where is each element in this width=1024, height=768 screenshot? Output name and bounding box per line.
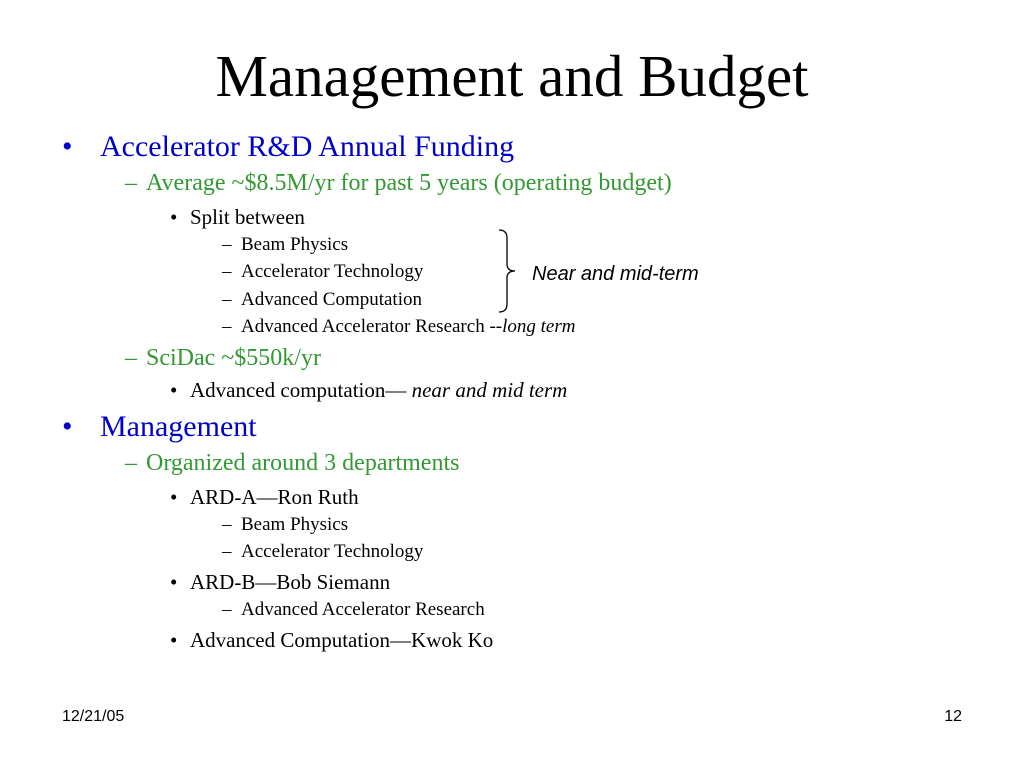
bullet-marker: • bbox=[170, 378, 178, 402]
split-between-item: Split between bbox=[190, 205, 305, 229]
ard-b-item: ARD-B—Bob Siemann bbox=[190, 570, 391, 594]
long-term-dash: -- bbox=[484, 316, 503, 337]
ard-a-beam-physics-item: Beam Physics bbox=[241, 514, 349, 535]
advanced-accelerator-research-label: Advanced Accelerator Research bbox=[241, 316, 485, 337]
accelerator-technology-item: Accelerator Technology bbox=[241, 261, 424, 282]
scidac-advanced-computation-item bbox=[190, 378, 567, 403]
bullet-marker: • bbox=[170, 570, 178, 594]
dash-marker: – bbox=[125, 345, 137, 371]
ard-b-research-item: Advanced Accelerator Research bbox=[241, 599, 485, 620]
advanced-computation-item: Advanced Computation bbox=[241, 289, 422, 310]
dash-marker: – bbox=[222, 316, 232, 337]
dash-marker: – bbox=[222, 599, 232, 620]
funding-heading: Accelerator R&D Annual Funding bbox=[100, 130, 515, 163]
dash-marker: – bbox=[222, 514, 232, 535]
long-term-label: long term bbox=[502, 316, 576, 337]
page-number: 12 bbox=[944, 708, 962, 725]
management-heading: Management bbox=[100, 410, 257, 443]
dash-marker: – bbox=[222, 289, 232, 310]
footer-date: 12/21/05 bbox=[62, 708, 125, 725]
bullet-marker: • bbox=[62, 410, 73, 443]
dash-marker: – bbox=[222, 541, 232, 562]
near-mid-term-label: near and mid term bbox=[411, 378, 568, 402]
average-funding-item: Average ~$8.5M/yr for past 5 years (operating budget) bbox=[146, 170, 672, 196]
advanced-computation-kwok-ko-item: Advanced Computation—Kwok Ko bbox=[190, 628, 494, 652]
scidac-advanced-computation-label: Advanced computation— bbox=[190, 378, 412, 402]
ard-a-item: ARD-A—Ron Ruth bbox=[190, 485, 359, 509]
dash-marker: – bbox=[222, 234, 232, 255]
curly-brace-icon bbox=[497, 228, 519, 314]
slide-title: Management and Budget bbox=[215, 43, 809, 109]
beam-physics-item: Beam Physics bbox=[241, 234, 349, 255]
advanced-accelerator-research-item bbox=[241, 316, 575, 338]
bullet-marker: • bbox=[170, 485, 178, 509]
dash-marker: – bbox=[125, 450, 137, 476]
bullet-marker: • bbox=[170, 628, 178, 652]
ard-a-accelerator-technology-item: Accelerator Technology bbox=[241, 541, 424, 562]
dash-marker: – bbox=[125, 170, 137, 196]
bullet-marker: • bbox=[62, 130, 73, 163]
scidac-item: SciDac ~$550k/yr bbox=[146, 345, 321, 371]
near-mid-term-annotation: Near and mid-term bbox=[532, 263, 699, 285]
bullet-marker: • bbox=[170, 205, 178, 229]
dash-marker: – bbox=[222, 261, 232, 282]
organized-departments-item: Organized around 3 departments bbox=[146, 450, 460, 476]
